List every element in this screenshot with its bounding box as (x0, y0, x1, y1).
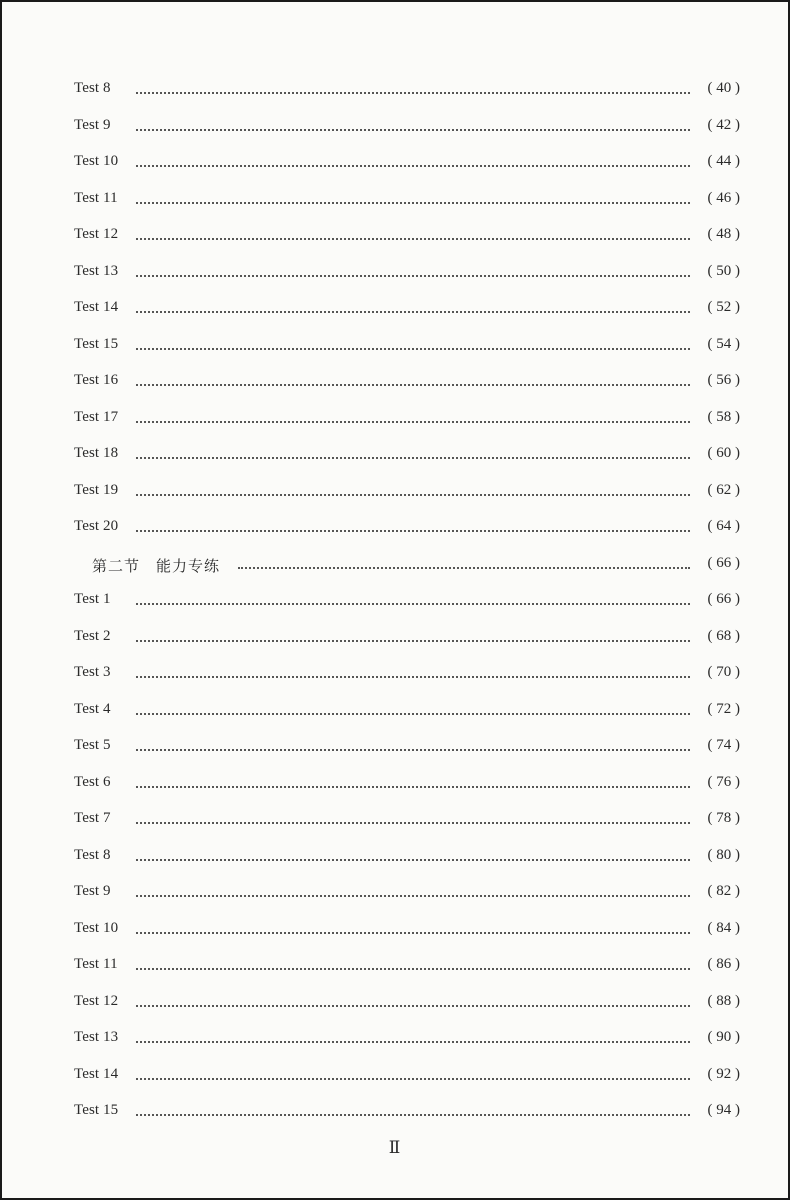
toc-page-number: ( 66 ) (707, 554, 740, 571)
toc-row (2, 729, 788, 766)
toc-page-number: ( 92 ) (707, 1065, 740, 1082)
dot-leader (136, 92, 690, 94)
dot-leader (136, 895, 690, 897)
dot-leader (136, 822, 690, 824)
dot-leader (136, 165, 690, 167)
toc-entry-label: Test 2 (74, 627, 111, 644)
toc-row (2, 875, 788, 912)
dot-leader (136, 238, 690, 240)
toc-entry-label: Test 14 (74, 299, 119, 315)
toc-entry-label: Test 6 (74, 773, 111, 790)
dot-leader (136, 603, 690, 605)
dot-leader (136, 494, 690, 496)
dot-leader (136, 676, 690, 678)
toc-row (2, 693, 788, 730)
toc-row (2, 364, 788, 401)
dot-leader (136, 713, 690, 715)
toc-entry-label: Test 15 (74, 1102, 119, 1118)
dot-leader (136, 348, 690, 350)
toc-row (2, 328, 788, 365)
toc-entry-label: Test 11 (74, 956, 118, 972)
toc-page-number: ( 64 ) (707, 518, 740, 534)
toc-row (2, 145, 788, 182)
dot-leader (136, 275, 690, 277)
toc-entry-label: Test 10 (74, 919, 119, 936)
toc-entry-label: Test 13 (74, 262, 119, 279)
dot-leader (136, 1005, 690, 1007)
toc-page-number: ( 66 ) (707, 591, 740, 607)
toc-row (2, 218, 788, 255)
toc-row (2, 620, 788, 657)
dot-leader (136, 530, 690, 532)
toc-row (2, 182, 788, 219)
dot-leader (136, 1041, 690, 1043)
table-of-contents (2, 72, 788, 1131)
dot-leader (136, 786, 690, 788)
toc-page-number: ( 88 ) (707, 992, 740, 1009)
toc-entry-label: Test 15 (74, 335, 119, 352)
toc-row (2, 766, 788, 803)
toc-page-number: ( 80 ) (707, 846, 740, 863)
toc-page-number: ( 56 ) (707, 372, 740, 388)
toc-row (2, 583, 788, 620)
toc-page-number: ( 78 ) (707, 810, 740, 826)
toc-entry-label: Test 16 (74, 372, 119, 388)
toc-entry-label: Test 9 (74, 116, 111, 133)
dot-leader (136, 202, 690, 204)
toc-page-number: ( 68 ) (707, 627, 740, 644)
dot-leader (136, 457, 690, 459)
dot-leader (136, 932, 690, 934)
toc-row (2, 912, 788, 949)
toc-entry-label: Test 11 (74, 189, 118, 206)
toc-entry-label: Test 19 (74, 481, 119, 498)
toc-page-number: ( 82 ) (707, 883, 740, 899)
toc-row (2, 1058, 788, 1095)
toc-page-number: ( 74 ) (707, 737, 740, 753)
toc-entry-label: Test 4 (74, 700, 111, 717)
toc-row (2, 291, 788, 328)
toc-row (2, 1094, 788, 1131)
dot-leader (136, 421, 690, 423)
toc-row (2, 72, 788, 109)
toc-row (2, 656, 788, 693)
toc-row (2, 985, 788, 1022)
toc-entry-label: Test 1 (74, 591, 111, 607)
toc-page-number: ( 94 ) (707, 1102, 740, 1118)
toc-row (2, 437, 788, 474)
dot-leader (136, 859, 690, 861)
toc-page-number: ( 42 ) (707, 116, 740, 133)
dot-leader (136, 1114, 690, 1116)
dot-leader (136, 1078, 690, 1080)
toc-row (2, 109, 788, 146)
toc-row (2, 1021, 788, 1058)
dot-leader (136, 640, 690, 642)
toc-row (2, 474, 788, 511)
toc-row (2, 510, 788, 547)
toc-row (2, 948, 788, 985)
toc-page-number: ( 48 ) (707, 226, 740, 242)
toc-section-row (2, 547, 788, 584)
toc-entry-label: Test 12 (74, 992, 119, 1009)
toc-page-number: ( 90 ) (707, 1029, 740, 1045)
dot-leader (136, 311, 690, 313)
toc-entry-label: Test 12 (74, 226, 119, 242)
toc-page-number: ( 54 ) (707, 335, 740, 352)
toc-entry-label: Test 7 (74, 810, 111, 826)
toc-page-number: ( 60 ) (707, 445, 740, 461)
toc-page-number: ( 40 ) (707, 80, 740, 96)
toc-entry-label: Test 5 (74, 737, 111, 753)
toc-entry-label: Test 17 (74, 408, 119, 425)
toc-entry-label: Test 10 (74, 153, 119, 169)
toc-page-number: ( 76 ) (707, 773, 740, 790)
toc-entry-label: Test 20 (74, 518, 119, 534)
toc-entry-label: Test 8 (74, 846, 111, 863)
page-folio: Ⅱ (388, 1138, 402, 1157)
toc-page-number: ( 52 ) (707, 299, 740, 315)
toc-entry-label: Test 14 (74, 1065, 119, 1082)
toc-entry-label: Test 18 (74, 445, 119, 461)
toc-page-number: ( 58 ) (707, 408, 740, 425)
toc-page-number: ( 50 ) (707, 262, 740, 279)
toc-section-title: 第二节 能力专练 (92, 558, 221, 575)
toc-page-number: ( 46 ) (707, 189, 740, 206)
dot-leader (136, 384, 690, 386)
toc-entry-label: Test 8 (74, 80, 111, 96)
toc-page-number: ( 44 ) (707, 153, 740, 169)
toc-page-number: ( 62 ) (707, 481, 740, 498)
dot-leader (136, 749, 690, 751)
toc-row (2, 401, 788, 438)
toc-entry-label: Test 3 (74, 664, 111, 680)
toc-row (2, 255, 788, 292)
toc-row (2, 802, 788, 839)
toc-entry-label: Test 9 (74, 883, 111, 899)
dot-leader (238, 567, 690, 569)
toc-entry-label: Test 13 (74, 1029, 119, 1045)
toc-page-number: ( 84 ) (707, 919, 740, 936)
dot-leader (136, 129, 690, 131)
toc-page-number: ( 72 ) (707, 700, 740, 717)
dot-leader (136, 968, 690, 970)
toc-row (2, 839, 788, 876)
toc-page-number: ( 86 ) (707, 956, 740, 972)
toc-page-number: ( 70 ) (707, 664, 740, 680)
